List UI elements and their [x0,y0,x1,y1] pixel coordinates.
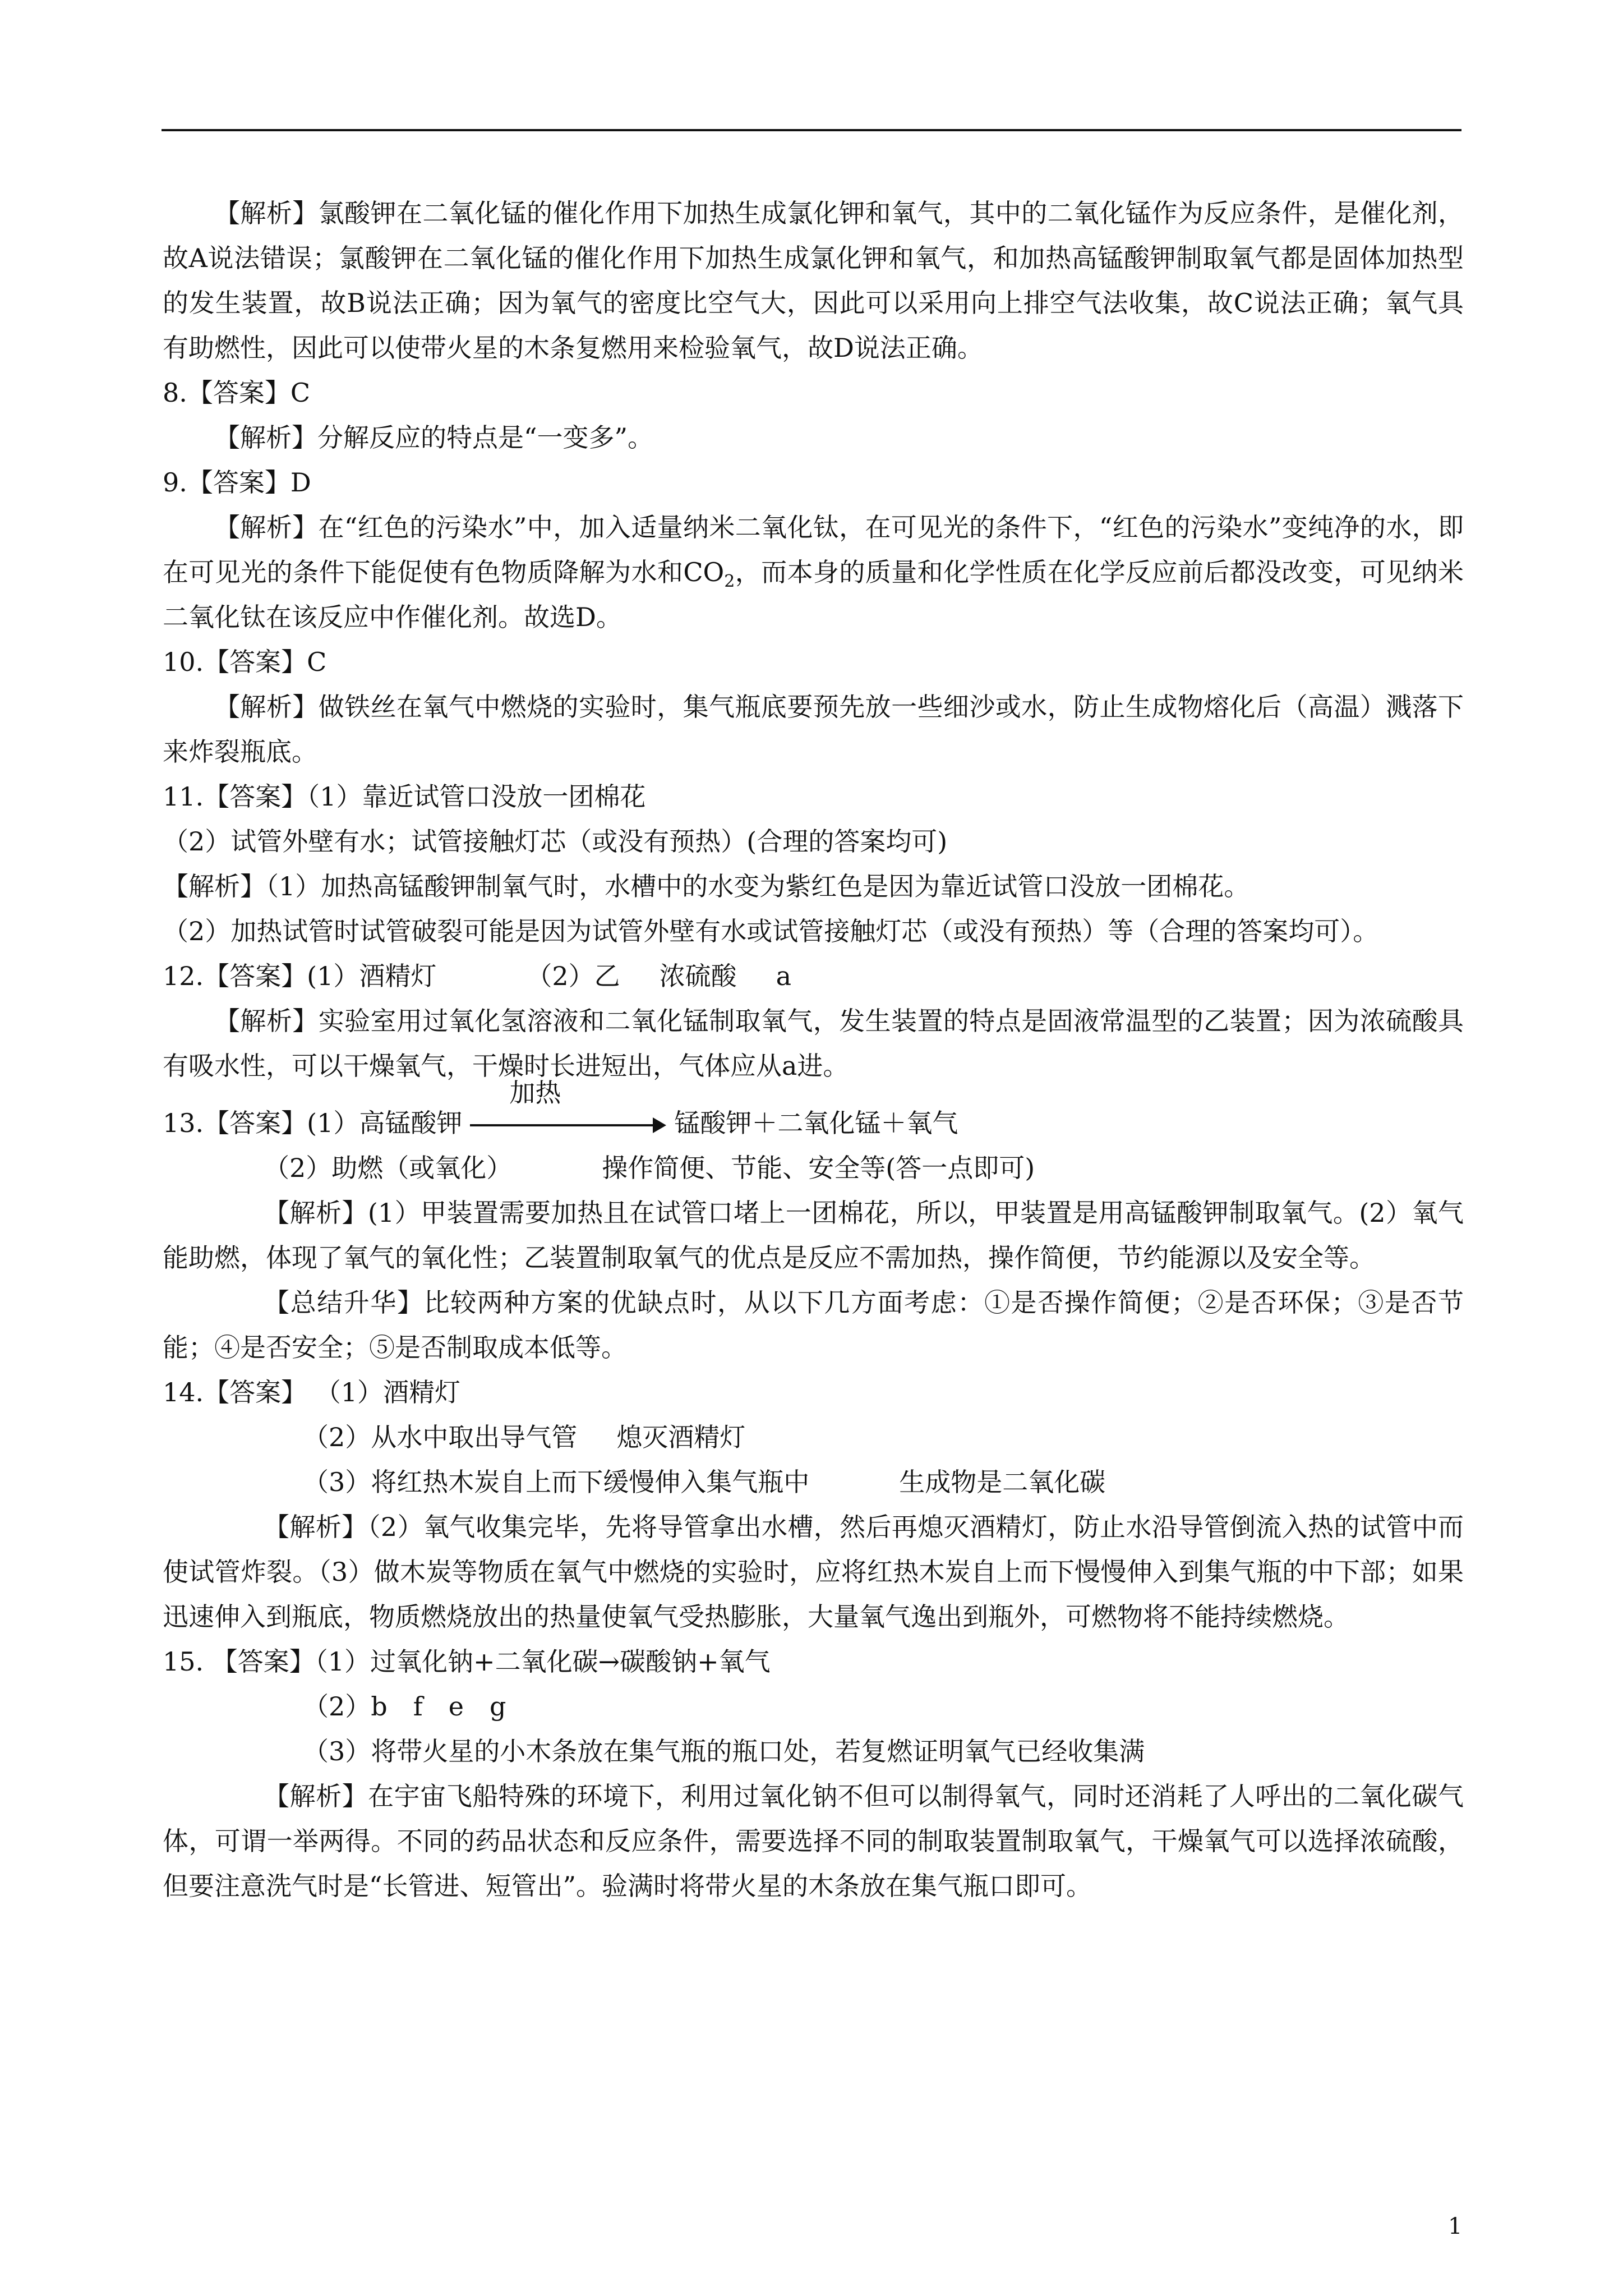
page-number: 1 [1448,2214,1463,2239]
q15-analysis: 【解析】在宇宙飞船特殊的环境下，利用过氧化钠不但可以制得氧气，同时还消耗了人呼出的二氧化碳气体，可谓一举两得。不同的药品状态和反应条件，需要选择不同的制取装置制取氧气，干燥氧气可以选择浓硫酸，但要注意洗气时是“长管进、短管出”。验满时将带火星的木条放在集气瓶口即可。 [163,1781,1464,1901]
q8-analysis: 【解析】分解反应的特点是“一变多”。 [214,422,654,453]
q7-analysis: 【解析】氯酸钾在二氧化锰的催化作用下加热生成氯化钾和氧气，其中的二氧化锰作为反应条件，是催化剂，故A说法错误；氯酸钾在二氧化锰的催化作用下加热生成氯化钾和氧气，和加热高锰酸钾制取氧气都是固体加热型的发生装置，故B说法正确；因为氧气的密度比空气大，因此可以采用向上排空气法收集，故C说法正确；氧气具有助燃性，因此可以使带火星的木条复燃用来检验氧气，故D说法正确。 [163,198,1464,363]
q11-answer-2: （2）试管外壁有水；试管接触灯芯（或没有预热）(合理的答案均可) [163,826,948,857]
q14-answer-3b: 生成物是二氧化碳 [899,1467,1106,1497]
co2-subscript: 2 [724,572,735,592]
header-rule [162,129,1461,131]
q12-answer [163,954,1464,999]
answer-key-content [163,191,1464,1908]
q14-answer-3 [163,1460,1464,1504]
q12-answer-4: a [776,961,792,991]
reaction-arrow [470,1078,666,1133]
q11-analysis-1: 【解析】（1）加热高锰酸钾制氧气时，水槽中的水变为紫红色是因为靠近试管口没放一团棉花。 [163,871,1250,901]
q13-answer-2b: 操作简便、节能、安全等(答一点即可) [602,1153,1035,1183]
q12-analysis: 【解析】实验室用过氧化氢溶液和二氧化锰制取氧气，发生装置的特点是固液常温型的乙装置；因为浓硫酸具有吸水性，可以干燥氧气，干燥时长进短出，气体应从a进。 [163,1006,1464,1081]
q13-summary: 【总结升华】比较两种方案的优缺点时，从以下几方面考虑：①是否操作简便；②是否环保；③是否节能；④是否安全；⑤是否制取成本低等。 [163,1287,1464,1363]
reaction-condition: 加热 [509,1078,561,1108]
q9-answer: 9.【答案】D [163,467,311,498]
q15-answer-1: 15. 【答案】（1）过氧化钠+二氧化碳→碳酸钠+氧气 [163,1646,771,1677]
q14-answer-2a: （2）从水中取出导气管 [303,1422,578,1452]
q14-answer-3a: （3）将红热木炭自上而下缓慢伸入集气瓶中 [303,1467,810,1497]
q13-reactant: 13.【答案】(1）高锰酸钾 [163,1108,463,1138]
q12-answer-3: 浓硫酸 [659,961,737,991]
q13-answer-1 [163,1078,1464,1145]
q14-analysis: 【解析】（2）氧气收集完毕，先将导管拿出水槽，然后再熄灭酒精灯，防止水沿导管倒流入热的试管中而使试管炸裂。（3）做木炭等物质在氧气中燃烧的实验时，应将红热木炭自上而下慢慢伸入到集气瓶的中下部；如果迅速伸入到瓶底，物质燃烧放出的热量使氧气受热膨胀，大量氧气逸出到瓶外，可燃物将不能持续燃烧。 [163,1512,1464,1632]
q14-answer-2b: 熄灭酒精灯 [616,1422,746,1452]
q14-answer-2 [163,1415,1464,1460]
q9-analysis [163,505,1464,639]
q10-analysis: 【解析】做铁丝在氧气中燃烧的实验时，集气瓶底要预先放一些细沙或水，防止生成物熔化后（高温）溅落下来炸裂瓶底。 [163,692,1464,767]
q13-answer-2 [163,1145,1464,1190]
q12-answer-2: （2）乙 [526,961,620,991]
q14-answer-1: 14.【答案】 （1）酒精灯 [163,1377,461,1407]
q13-analysis: 【解析】(1）甲装置需要加热且在试管口堵上一团棉花，所以，甲装置是用高锰酸钾制取氧气。(2）氧气能助燃，体现了氧气的氧化性；乙装置制取氧气的优点是反应不需加热，操作简便，节约能源以及安全等。 [163,1198,1464,1273]
q11-answer-1: 11.【答案】（1）靠近试管口没放一团棉花 [163,781,646,812]
q10-answer: 10.【答案】C [163,647,327,677]
q13-answer-2a: （2）助燃（或氧化） [264,1153,513,1183]
q12-answer-1: 12.【答案】(1）酒精灯 [163,961,437,991]
q8-answer: 8.【答案】C [163,378,311,408]
q11-analysis-2: （2）加热试管时试管破裂可能是因为试管外壁有水或试管接触灯芯（或没有预热）等（合理的答案均可）。 [163,916,1379,946]
q9-analysis-part2: ，而本身的质量和化学性质在化学反应前后都没改变，可见纳米二氧化钛在该反应中作催化剂。故选D。 [163,557,1464,632]
q15-answer-2: （2）b f e g [303,1691,506,1722]
arrow-head-icon [653,1117,666,1133]
q9-analysis-part1: 【解析】在“红色的污染水”中，加入适量纳米二氧化钛，在可见光的条件下，“红色的污染水”变纯净的水，即在可见光的条件下能促使有色物质降解为水和CO [163,512,1464,587]
q15-answer-3: （3）将带火星的小木条放在集气瓶的瓶口处，若复燃证明氧气已经收集满 [303,1736,1145,1766]
q13-products: 锰酸钾＋二氧化锰＋氧气 [674,1108,958,1138]
